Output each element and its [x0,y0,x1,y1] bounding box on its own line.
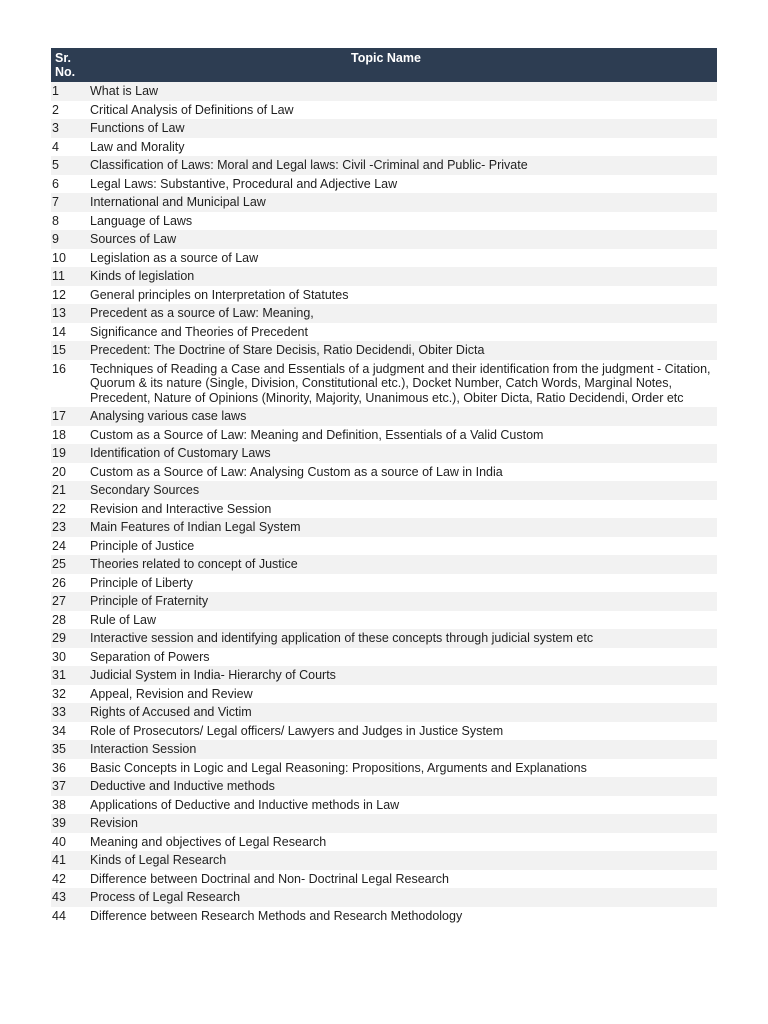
header-topic-name: Topic Name [89,48,717,82]
row-topic-name: Judicial System in India- Hierarchy of Courts [89,666,717,685]
table-row [51,193,717,212]
row-topic-name: Custom as a Source of Law: Meaning and Definition, Essentials of a Valid Custom [89,426,717,445]
row-sr-no: 29 [51,629,89,648]
row-sr-no: 27 [51,592,89,611]
table-row [51,119,717,138]
table-row [51,740,717,759]
row-topic-name: Analysing various case laws [89,407,717,426]
table-row [51,555,717,574]
row-topic-name: Main Features of Indian Legal System [89,518,717,537]
row-sr-no: 34 [51,722,89,741]
table-body [51,82,717,925]
row-sr-no: 24 [51,537,89,556]
table-row [51,426,717,445]
table-row [51,360,717,408]
header-row [51,48,717,82]
row-sr-no: 42 [51,870,89,889]
table-row [51,851,717,870]
table-row [51,82,717,101]
table-row [51,407,717,426]
row-sr-no: 30 [51,648,89,667]
header-sr-no: Sr. No. [51,48,89,82]
row-topic-name: Custom as a Source of Law: Analysing Custom as a source of Law in India [89,463,717,482]
row-topic-name: Rights of Accused and Victim [89,703,717,722]
row-topic-name: Secondary Sources [89,481,717,500]
row-topic-name: Kinds of legislation [89,267,717,286]
row-sr-no: 38 [51,796,89,815]
row-topic-name: Techniques of Reading a Case and Essentials of a judgment and their identification from the judgment - Citation, Quorum & its nature (Single, Division, Constitutional etc.), Docket Number, Catch Words, Marginal Notes, Precedent, Nature of Opinions (Minority, Majority, Unanimous etc.), Obiter Dicta, Ratio Decidendi, Order etc [89,360,717,408]
row-topic-name: Significance and Theories of Precedent [89,323,717,342]
row-sr-no: 9 [51,230,89,249]
table-row [51,629,717,648]
row-topic-name: Appeal, Revision and Review [89,685,717,704]
table-row [51,666,717,685]
row-sr-no: 15 [51,341,89,360]
table-row [51,156,717,175]
row-topic-name: Basic Concepts in Logic and Legal Reasoning: Propositions, Arguments and Explanations [89,759,717,778]
row-topic-name: Process of Legal Research [89,888,717,907]
row-sr-no: 20 [51,463,89,482]
row-topic-name: International and Municipal Law [89,193,717,212]
table-row [51,703,717,722]
row-sr-no: 5 [51,156,89,175]
table-row [51,500,717,519]
row-topic-name: Law and Morality [89,138,717,157]
table-row [51,870,717,889]
table-header [51,48,717,82]
table-row [51,759,717,778]
row-sr-no: 40 [51,833,89,852]
row-sr-no: 3 [51,119,89,138]
table-row [51,444,717,463]
table-row [51,341,717,360]
row-topic-name: General principles on Interpretation of Statutes [89,286,717,305]
row-sr-no: 14 [51,323,89,342]
row-sr-no: 33 [51,703,89,722]
row-sr-no: 21 [51,481,89,500]
table-row [51,286,717,305]
row-sr-no: 12 [51,286,89,305]
table-row [51,796,717,815]
row-topic-name: Functions of Law [89,119,717,138]
row-topic-name: Identification of Customary Laws [89,444,717,463]
row-sr-no: 36 [51,759,89,778]
row-sr-no: 43 [51,888,89,907]
row-sr-no: 4 [51,138,89,157]
table-row [51,323,717,342]
table-row [51,648,717,667]
row-sr-no: 11 [51,267,89,286]
table-row [51,907,717,926]
row-sr-no: 6 [51,175,89,194]
table-row [51,685,717,704]
row-sr-no: 44 [51,907,89,926]
row-topic-name: Revision and Interactive Session [89,500,717,519]
table-row [51,138,717,157]
row-topic-name: Critical Analysis of Definitions of Law [89,101,717,120]
row-topic-name: Role of Prosecutors/ Legal officers/ Lawyers and Judges in Justice System [89,722,717,741]
row-sr-no: 35 [51,740,89,759]
table-row [51,304,717,323]
table-row [51,481,717,500]
row-topic-name: Sources of Law [89,230,717,249]
row-sr-no: 1 [51,82,89,101]
row-topic-name: Legislation as a source of Law [89,249,717,268]
row-sr-no: 19 [51,444,89,463]
row-sr-no: 13 [51,304,89,323]
row-topic-name: Meaning and objectives of Legal Research [89,833,717,852]
row-sr-no: 26 [51,574,89,593]
table-row [51,249,717,268]
row-sr-no: 10 [51,249,89,268]
row-topic-name: Language of Laws [89,212,717,231]
row-topic-name: Legal Laws: Substantive, Procedural and Adjective Law [89,175,717,194]
row-topic-name: Principle of Justice [89,537,717,556]
table-row [51,777,717,796]
row-topic-name: Difference between Doctrinal and Non- Doctrinal Legal Research [89,870,717,889]
table-row [51,537,717,556]
row-sr-no: 31 [51,666,89,685]
row-sr-no: 37 [51,777,89,796]
row-sr-no: 17 [51,407,89,426]
row-sr-no: 7 [51,193,89,212]
row-sr-no: 41 [51,851,89,870]
row-topic-name: Difference between Research Methods and Research Methodology [89,907,717,926]
row-topic-name: Deductive and Inductive methods [89,777,717,796]
row-sr-no: 2 [51,101,89,120]
table-row [51,230,717,249]
table-row [51,212,717,231]
row-sr-no: 8 [51,212,89,231]
row-sr-no: 25 [51,555,89,574]
row-topic-name: What is Law [89,82,717,101]
row-topic-name: Precedent: The Doctrine of Stare Decisis, Ratio Decidendi, Obiter Dicta [89,341,717,360]
table-row [51,888,717,907]
row-topic-name: Precedent as a source of Law: Meaning, [89,304,717,323]
row-sr-no: 18 [51,426,89,445]
row-sr-no: 16 [51,360,89,408]
row-sr-no: 39 [51,814,89,833]
row-topic-name: Kinds of Legal Research [89,851,717,870]
row-sr-no: 28 [51,611,89,630]
row-sr-no: 32 [51,685,89,704]
row-topic-name: Interactive session and identifying application of these concepts through judicial system etc [89,629,717,648]
row-topic-name: Applications of Deductive and Inductive methods in Law [89,796,717,815]
table-row [51,611,717,630]
row-topic-name: Rule of Law [89,611,717,630]
row-topic-name: Principle of Fraternity [89,592,717,611]
row-topic-name: Classification of Laws: Moral and Legal laws: Civil -Criminal and Public- Private [89,156,717,175]
table-row [51,814,717,833]
row-topic-name: Interaction Session [89,740,717,759]
table-row [51,592,717,611]
row-topic-name: Revision [89,814,717,833]
table-row [51,722,717,741]
topics-table [51,48,717,925]
table-row [51,574,717,593]
table-row [51,175,717,194]
row-topic-name: Separation of Powers [89,648,717,667]
row-sr-no: 22 [51,500,89,519]
table-row [51,833,717,852]
row-topic-name: Principle of Liberty [89,574,717,593]
table-row [51,463,717,482]
row-topic-name: Theories related to concept of Justice [89,555,717,574]
table-row [51,101,717,120]
table-row [51,518,717,537]
table-row [51,267,717,286]
row-sr-no: 23 [51,518,89,537]
